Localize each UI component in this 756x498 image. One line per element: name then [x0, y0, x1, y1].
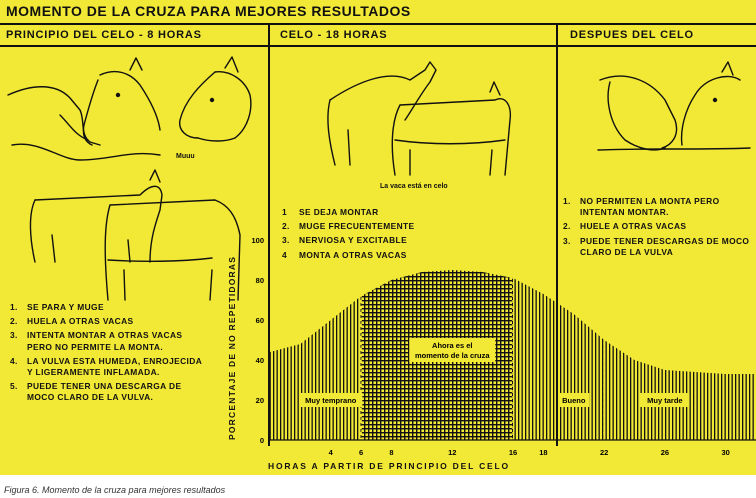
y-tick-label: 80 [255, 276, 264, 285]
x-tick-label: 26 [660, 448, 670, 457]
list-item: 2. HUELA A OTRAS VACAS [10, 316, 134, 327]
zone-fill-3 [604, 240, 756, 440]
y-tick-label: 60 [255, 316, 264, 325]
list-item: 1 SE DEJA MONTAR [282, 207, 379, 217]
figure-caption: Figura 6. Momento de la cruza para mejores resultados [4, 485, 226, 495]
zone-fill-2 [513, 240, 604, 440]
list-item: 4 MONTA A OTRAS VACAS [282, 249, 407, 260]
x-axis-label: HORAS A PARTIR DE PRINCIPIO DEL CELO [268, 461, 510, 471]
y-tick-label: 100 [251, 236, 264, 245]
x-tick-label: 30 [721, 448, 730, 457]
list-item: 3. INTENTA MONTAR A OTRAS VACAS PERO NO PERMITE LA MONTA. [10, 330, 183, 352]
zone-label-2: Bueno [562, 396, 586, 405]
section-heat: CELO - 18 HORAS [280, 29, 388, 41]
x-tick-label: 18 [539, 448, 548, 457]
list-item: 1. SE PARA Y MUGE [10, 302, 104, 312]
section-after-heat: DESPUES DEL CELO [570, 29, 694, 41]
list-item: 2. HUELE A OTRAS VACAS [563, 221, 687, 232]
list-item: 2. MUGE FRECUENTEMENTE [282, 221, 415, 232]
x-tick-label: 8 [389, 448, 394, 457]
zone-label-3: Muy tarde [647, 396, 683, 405]
list-item: 5. PUEDE TENER UNA DESCARGA DE MOCO CLARO DE LA VULVA. [10, 381, 182, 403]
section-early-heat: PRINCIPIO DEL CELO - 8 HORAS [6, 29, 202, 41]
list-item: 3. PUEDE TENER DESCARGAS DE MOCO CLARO DE LA VULVA [563, 235, 750, 257]
zone-label-0: Muy temprano [305, 396, 357, 405]
caption-muuu: Muuu [176, 153, 195, 160]
list-item: 3. NERVIOSA Y EXCITABLE [282, 235, 408, 246]
x-tick-label: 4 [328, 448, 333, 457]
y-axis-label: PORCENTAJE DE NO REPETIDORAS [227, 255, 237, 440]
caption-cow-in-heat: La vaca está en celo [380, 183, 448, 190]
list-item: 1. NO PERMITEN LA MONTA PERO INTENTAN MONTAR. [563, 196, 720, 218]
x-tick-label: 16 [508, 448, 518, 457]
list-item: 4. LA VULVA ESTA HUMEDA, ENROJECIDA Y LIGERAMENTE INFLAMADA. [10, 355, 202, 378]
x-tick-label: 22 [599, 448, 609, 457]
y-tick-label: 20 [255, 396, 264, 405]
y-tick-label: 0 [259, 436, 264, 445]
y-tick-label: 40 [255, 356, 264, 365]
x-tick-label: 6 [359, 448, 364, 457]
zone-label-1: Ahora es el momento de la cruza [414, 341, 490, 360]
x-tick-label: 12 [448, 448, 457, 457]
page-title: MOMENTO DE LA CRUZA PARA MEJORES RESULTADOS [6, 3, 411, 19]
zone-fill-0 [270, 240, 361, 440]
